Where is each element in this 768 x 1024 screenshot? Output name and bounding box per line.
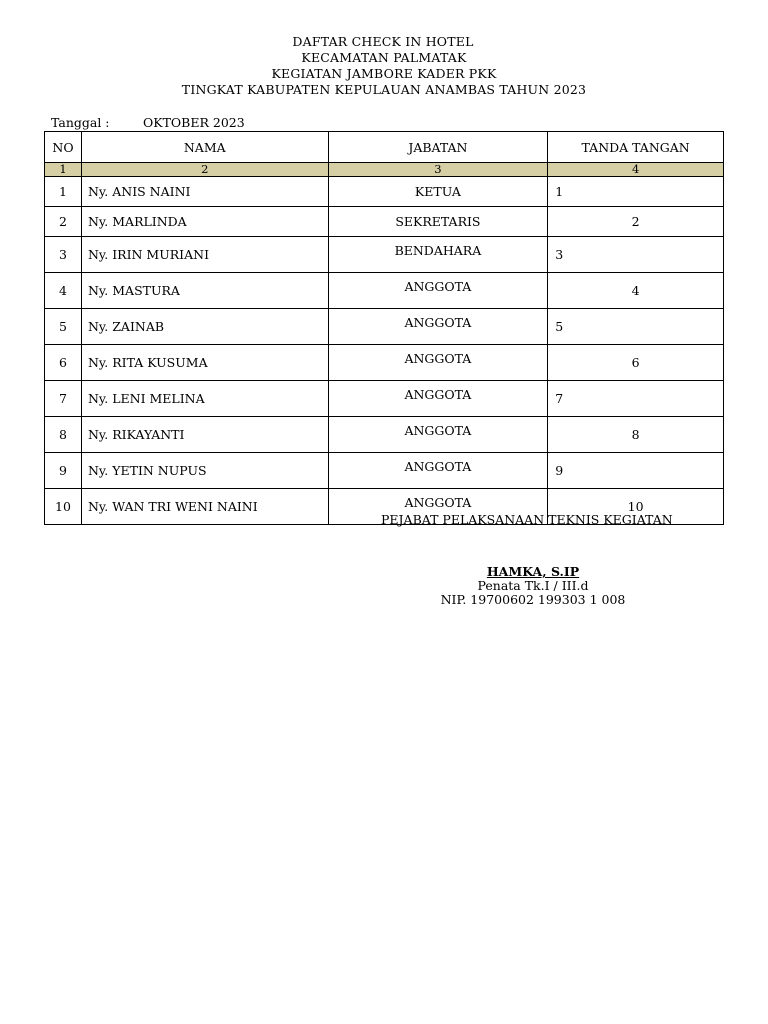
row-nama: Ny. WAN TRI WENI NAINI [81,489,328,525]
signer-rank: Penata Tk.I / III.d [477,578,589,593]
table-row [45,417,724,453]
row-jabatan: SEKRETARIS [328,207,548,237]
row-jabatan: ANGGOTA [328,453,548,489]
column-number: 4 [548,163,724,177]
signature-number: 8 [631,427,640,442]
title-line-3: KEGIATAN JAMBORE KADER PKK [271,66,497,81]
title-line-1: DAFTAR CHECK IN HOTEL [292,34,474,49]
row-number: 5 [45,309,82,345]
row-nama: Ny. MARLINDA [81,207,328,237]
column-number-row [45,163,724,177]
row-number: 6 [45,345,82,381]
row-nama: Ny. MASTURA [81,273,328,309]
row-tanda-tangan [548,381,724,417]
row-tanda-tangan [548,237,724,273]
signer-nip: NIP. 19700602 199303 1 008 [440,592,626,607]
table-row [45,309,724,345]
table-row [45,207,724,237]
signature-number: 4 [631,283,640,298]
row-jabatan: ANGGOTA [328,309,548,345]
signature-number: 1 [555,184,564,199]
row-number: 9 [45,453,82,489]
checkin-table [44,131,724,525]
signature-number: 5 [555,319,564,334]
document-title [0,34,768,98]
row-tanda-tangan [548,345,724,381]
signer-details [418,565,648,607]
row-tanda-tangan [548,273,724,309]
signature-number: 2 [631,214,640,229]
title-line-2: KECAMATAN PALMATAK [301,50,467,65]
header-no: NO [45,132,82,163]
row-tanda-tangan [548,177,724,207]
row-nama: Ny. LENI MELINA [81,381,328,417]
row-nama: Ny. ANIS NAINI [81,177,328,207]
table-row [45,345,724,381]
date-row [51,115,245,131]
row-number: 7 [45,381,82,417]
row-jabatan: BENDAHARA [328,237,548,273]
row-number: 2 [45,207,82,237]
row-nama: Ny. RIKAYANTI [81,417,328,453]
row-jabatan: ANGGOTA [328,489,548,525]
table-body [45,177,724,525]
row-nama: Ny. ZAINAB [81,309,328,345]
table-row [45,177,724,207]
table-row [45,237,724,273]
header-tanda-tangan: TANDA TANGAN [548,132,724,163]
signature-number: 10 [627,499,644,514]
column-number: 2 [81,163,328,177]
signature-number: 6 [631,355,640,370]
title-line-4: TINGKAT KABUPATEN KEPULAUAN ANAMBAS TAHUN 2023 [181,82,587,97]
row-number: 1 [45,177,82,207]
row-tanda-tangan [548,453,724,489]
date-value: OKTOBER 2023 [143,115,245,130]
column-number: 1 [45,163,82,177]
date-label: Tanggal : [51,115,110,130]
table-row [45,273,724,309]
table-row [45,381,724,417]
signer-position: PEJABAT PELAKSANAAN TEKNIS KEGIATAN [381,512,673,527]
row-jabatan: ANGGOTA [328,345,548,381]
row-tanda-tangan [548,309,724,345]
row-number: 4 [45,273,82,309]
header-jabatan: JABATAN [328,132,548,163]
header-nama: NAMA [81,132,328,163]
signature-number: 7 [555,391,564,406]
row-number: 8 [45,417,82,453]
row-jabatan: ANGGOTA [328,381,548,417]
row-nama: Ny. YETIN NUPUS [81,453,328,489]
signer-name: HAMKA, S.IP [486,564,580,579]
row-jabatan: KETUA [328,177,548,207]
table-row [45,453,724,489]
row-nama: Ny. IRIN MURIANI [81,237,328,273]
row-jabatan: ANGGOTA [328,417,548,453]
signature-number: 9 [555,463,564,478]
column-number: 3 [328,163,548,177]
signature-number: 3 [555,247,564,262]
row-nama: Ny. RITA KUSUMA [81,345,328,381]
table-header-row [45,132,724,163]
row-jabatan: ANGGOTA [328,273,548,309]
row-number: 3 [45,237,82,273]
row-number: 10 [45,489,82,525]
row-tanda-tangan [548,417,724,453]
row-tanda-tangan [548,207,724,237]
